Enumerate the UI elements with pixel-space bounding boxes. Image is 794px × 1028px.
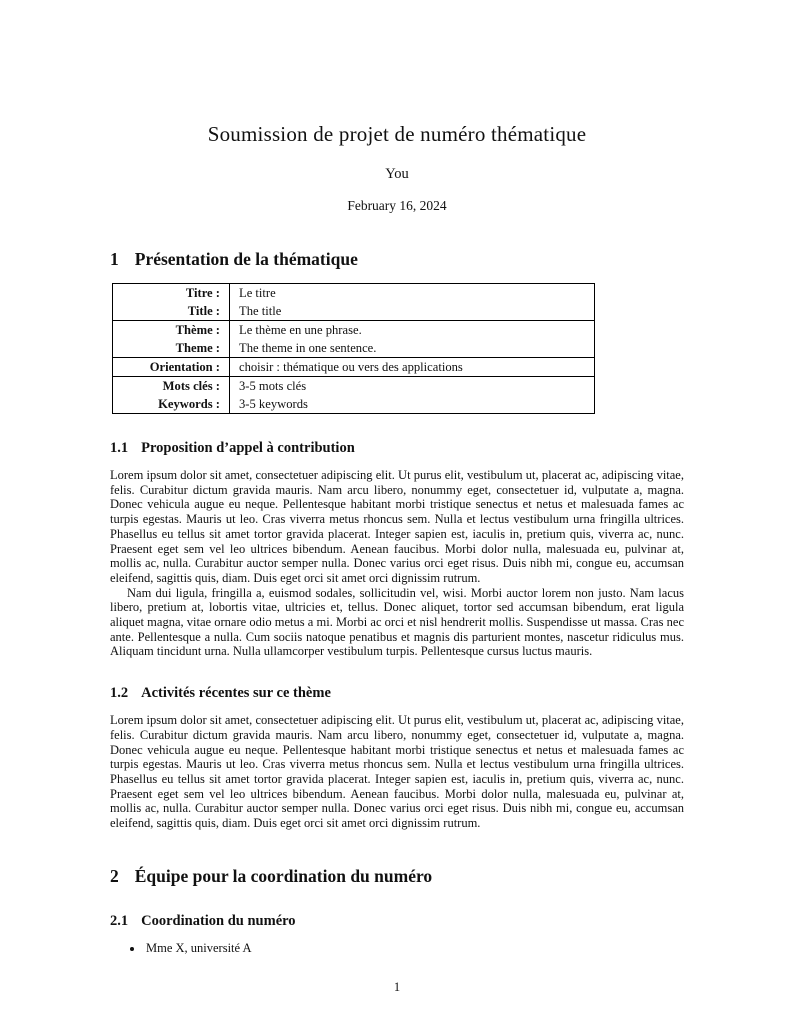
- subsection-2-1-number: 2.1: [110, 912, 129, 929]
- table-label: Theme :: [113, 339, 230, 358]
- document-date: February 16, 2024: [347, 198, 447, 213]
- section-1-number: 1: [110, 249, 119, 269]
- table-label: Thème :: [113, 321, 230, 340]
- subsection-1-2-paragraph-1: Lorem ipsum dolor sit amet, consectetuer adipiscing elit. Ut purus elit, vestibulum ut, placerat ac, adipiscing vitae, felis. Curabitur dictum gravida mauris. Nam arcu libero, nonummy eget, consectetuer id, vulputate a, magna. Donec vehicula augue eu neque. Pellentesque habitant morbi tristique senectus et netus et malesuada fames ac turpis egestas. Mauris ut leo. Cras viverra metus rhoncus sem. Nulla et lectus vestibulum urna fringilla ultrices. Phasellus eu tellus sit amet tortor gravida placerat. Integer sapien est, iaculis in, pretium quis, viverra ac, nunc. Praesent eget sem vel leo ultrices bibendum. Aenean faucibus. Morbi dolor nulla, malesuada eu, pulvinar at, mollis ac, nulla. Curabitur auctor semper nulla. Donec varius orci eget risus. Duis nibh mi, congue eu, accumsan eleifend, sagittis quis, diam. Duis eget orci sit amet orci dignissim rutrum.: [110, 713, 684, 831]
- subsection-1-1-number: 1.1: [110, 440, 129, 456]
- table-label: Title :: [113, 302, 230, 321]
- subsection-2-1-heading: [110, 913, 684, 930]
- subsection-1-1-paragraph-2: Nam dui ligula, fringilla a, euismod sodales, sollicitudin vel, wisi. Morbi auctor lorem non justo. Nam lacus libero, pretium at, lobortis vitae, ultricies et, tellus. Donec aliquet, tortor sed accumsan bibendum, erat ligula aliquet magna, vitae ornare odio metus a mi. Morbi ac orci et nisl hendrerit mollis. Suspendisse ut massa. Cras nec ante. Pellentesque a nulla. Cum sociis natoque penatibus et magnis dis parturient montes, nascetur ridiculus mus. Aliquam tincidunt urna. Nulla ullamcorper vestibulum turpis. Pellentesque cursus luctus mauris.: [110, 585, 684, 659]
- subsection-1-2-number: 1.2: [110, 685, 129, 702]
- subsection-2-1-title: Coordination du numéro: [141, 912, 296, 929]
- table-value: The title: [230, 302, 595, 321]
- list-item: • Mme X, université A: [144, 941, 684, 956]
- table-value: choisir : thématique ou vers des applications: [230, 358, 595, 377]
- subsection-1-1-paragraph-1: Lorem ipsum dolor sit amet, consectetuer adipiscing elit. Ut purus elit, vestibulum ut, placerat ac, adipiscing vitae, felis. Curabitur dictum gravida mauris. Nam arcu libero, nonummy eget, consectetuer id, vulputate a, magna. Donec vehicula augue eu neque. Pellentesque habitant morbi tristique senectus et netus et malesuada fames ac turpis egestas. Mauris ut leo. Cras viverra metus rhoncus sem. Nulla et lectus vestibulum urna fringilla ultrices. Phasellus eu tellus sit amet tortor gravida placerat. Integer sapien est, iaculis in, pretium quis, viverra ac, nunc. Praesent eget sem vel leo ultrices bibendum. Aenean faucibus. Morbi dolor nulla, malesuada eu, pulvinar at, mollis ac, nulla. Curabitur auctor semper nulla. Donec varius orci eget risus. Duis nibh mi, congue eu, accumsan eleifend, sagittis quis, diam. Duis eget orci sit amet orci dignissim rutrum.: [110, 468, 684, 585]
- metadata-table: [112, 283, 595, 414]
- table-value: Le titre: [239, 285, 276, 300]
- table-row: [113, 377, 595, 396]
- section-1-title: Présentation de la thématique: [134, 249, 358, 269]
- section-1-heading: [110, 249, 684, 270]
- subsection-1-1-title: Proposition d’appel à contribution: [141, 440, 355, 456]
- page-number: 1: [393, 980, 401, 994]
- section-2-heading: [110, 866, 684, 887]
- table-value: The theme in one sentence.: [230, 339, 595, 358]
- table-row: [113, 339, 595, 358]
- table-label: Mots clés :: [113, 377, 230, 396]
- table-row: [113, 302, 595, 321]
- section-2-number: 2: [110, 865, 119, 886]
- subsection-1-2-title: Activités récentes sur ce thème: [141, 685, 331, 702]
- table-row: [113, 284, 595, 303]
- table-label: Titre :: [113, 284, 230, 303]
- table-label: Orientation :: [113, 358, 230, 377]
- table-row: [113, 395, 595, 414]
- table-row: [113, 358, 595, 377]
- subsection-1-1-heading: [110, 440, 684, 457]
- table-value: 3-5 keywords: [239, 396, 308, 411]
- table-label: Keywords :: [113, 395, 230, 414]
- subsection-1-2-heading: [110, 685, 684, 702]
- section-2-title: Équipe pour la coordination du numéro: [134, 865, 433, 886]
- coordination-list: [110, 941, 684, 956]
- table-row: [113, 321, 595, 340]
- document-author: You: [385, 166, 409, 182]
- table-value: 3-5 mots clés: [239, 378, 307, 393]
- document-title: Soumission de projet de numéro thématique: [207, 122, 587, 146]
- table-value: Le thème en une phrase.: [239, 322, 362, 337]
